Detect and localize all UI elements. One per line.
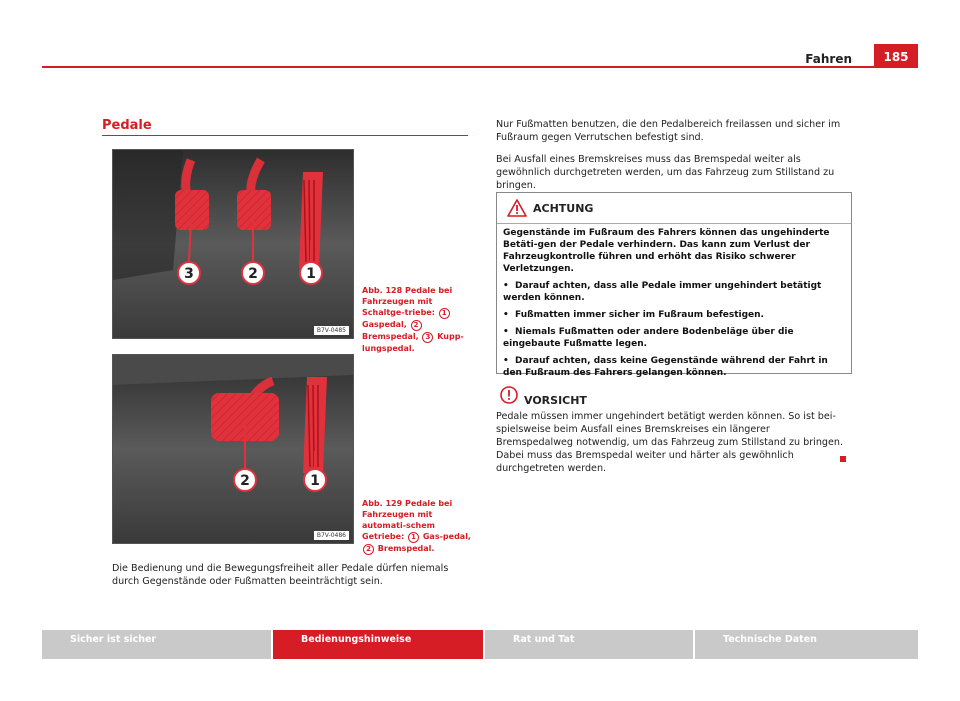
caption-text: Kupp-lungspedal. xyxy=(362,332,464,353)
callout-3: 3 xyxy=(184,266,194,282)
figure-caption xyxy=(362,285,472,354)
tab-rat-und-tat[interactable]: Rat und Tat xyxy=(485,630,693,659)
tab-bedienungshinweise[interactable]: Bedienungshinweise xyxy=(273,630,483,659)
caption-text: Abb. 129 Pedale bei Fahrzeugen mit automati-schem Getriebe: xyxy=(362,499,453,541)
warning-triangle-icon xyxy=(507,199,527,217)
warning-bullet-text: Darauf achten, dass keine Gegenstände während der Fahrt in den Fußraum des Fahrers gelangen können. xyxy=(503,356,828,378)
tab-sicher-ist-sicher[interactable]: Sicher ist sicher xyxy=(42,630,271,659)
warning-bullet: • Darauf achten, dass alle Pedale immer ungehindert betätigt werden können. xyxy=(503,281,822,303)
caption-text: Gas-pedal, xyxy=(420,532,471,541)
body-paragraph: Bei Ausfall eines Bremskreises muss das Bremspedal weiter als gewöhnlich durchgetreten werden, um das Fahrzeug zum Stillstand zu bringen. xyxy=(496,154,835,191)
caution-text: Pedale müssen immer ungehindert betätigt werden können. So ist bei-spielsweise beim Ausfall eines Bremskreises ein längerer Bremspedalweg notwendig, um das Fahrzeug zum Stillstand zu bringen. Dabei muss das Bremspedal weiter und härter als gewöhnlich durchgetreten werden. xyxy=(496,411,844,474)
warning-label: ACHTUNG xyxy=(533,202,594,215)
figure-caption xyxy=(362,498,472,555)
section-rule xyxy=(102,135,468,136)
page-number: 185 xyxy=(874,44,918,68)
caution-exclamation-icon xyxy=(500,386,518,404)
warning-bullet-text: Fußmatten immer sicher im Fußraum befestigen. xyxy=(515,310,764,320)
caption-text: Bremspedal. xyxy=(375,544,435,553)
chapter-title: Fahren xyxy=(805,52,852,66)
warning-box xyxy=(496,192,852,378)
warning-bullet: • Fußmatten immer sicher im Fußraum befestigen. xyxy=(503,310,764,320)
warning-bullet-text: Darauf achten, dass alle Pedale immer ungehindert betätigt werden können. xyxy=(503,281,822,303)
callout-2: 2 xyxy=(248,266,258,282)
header-rule xyxy=(42,66,918,68)
caption-text: Gaspedal, xyxy=(362,320,410,329)
figure-automatic-pedals xyxy=(112,354,354,544)
caption-number: 3 xyxy=(422,332,433,343)
tab-technische-daten[interactable]: Technische Daten xyxy=(695,630,918,659)
callout-1: 1 xyxy=(310,473,320,489)
warning-bullet-text: Niemals Fußmatten oder andere Bodenbeläge über die eingebaute Fußmatte legen. xyxy=(503,327,794,349)
caption-number: 1 xyxy=(439,308,450,319)
warning-header xyxy=(497,193,851,224)
section-end-marker xyxy=(840,456,846,462)
warning-intro: Gegenstände im Fußraum des Fahrers können das ungehinderte Betäti-gen der Pedale verhindern. Das kann zum Verlust der Fahrzeugkontrolle führen und erhöht das Risiko schwerer Verletzungen. xyxy=(503,228,830,274)
callout-2: 2 xyxy=(240,473,250,489)
warning-body xyxy=(503,227,845,384)
caption-text: Abb. 128 Pedale bei Fahrzeugen mit Schaltge-triebe: xyxy=(362,286,453,317)
body-paragraph: Nur Fußmatten benutzen, die den Pedalbereich freilassen und sicher im Fußraum gegen Verrutschen befestigt sind. xyxy=(496,119,841,143)
callout-1: 1 xyxy=(306,266,316,282)
body-paragraph: Die Bedienung und die Bewegungsfreiheit aller Pedale dürfen niemals durch Gegenstände oder Fußmatten beeinträchtigt sein. xyxy=(112,563,449,587)
warning-bullet: • Darauf achten, dass keine Gegenstände während der Fahrt in den Fußraum des Fahrers gelangen können. xyxy=(503,356,828,378)
caution-label: VORSICHT xyxy=(524,394,587,407)
caption-text: Bremspedal, xyxy=(362,332,422,341)
section-title: Pedale xyxy=(102,118,152,133)
figure-code: B7V-0486 xyxy=(314,531,349,540)
warning-bullet: • Niemals Fußmatten oder andere Bodenbeläge über die eingebaute Fußmatte legen. xyxy=(503,327,794,349)
caption-number: 2 xyxy=(363,544,374,555)
figure-code: B7V-0485 xyxy=(314,326,349,335)
caption-number: 2 xyxy=(411,320,422,331)
caption-number: 1 xyxy=(408,532,419,543)
figure-manual-pedals xyxy=(112,149,354,339)
